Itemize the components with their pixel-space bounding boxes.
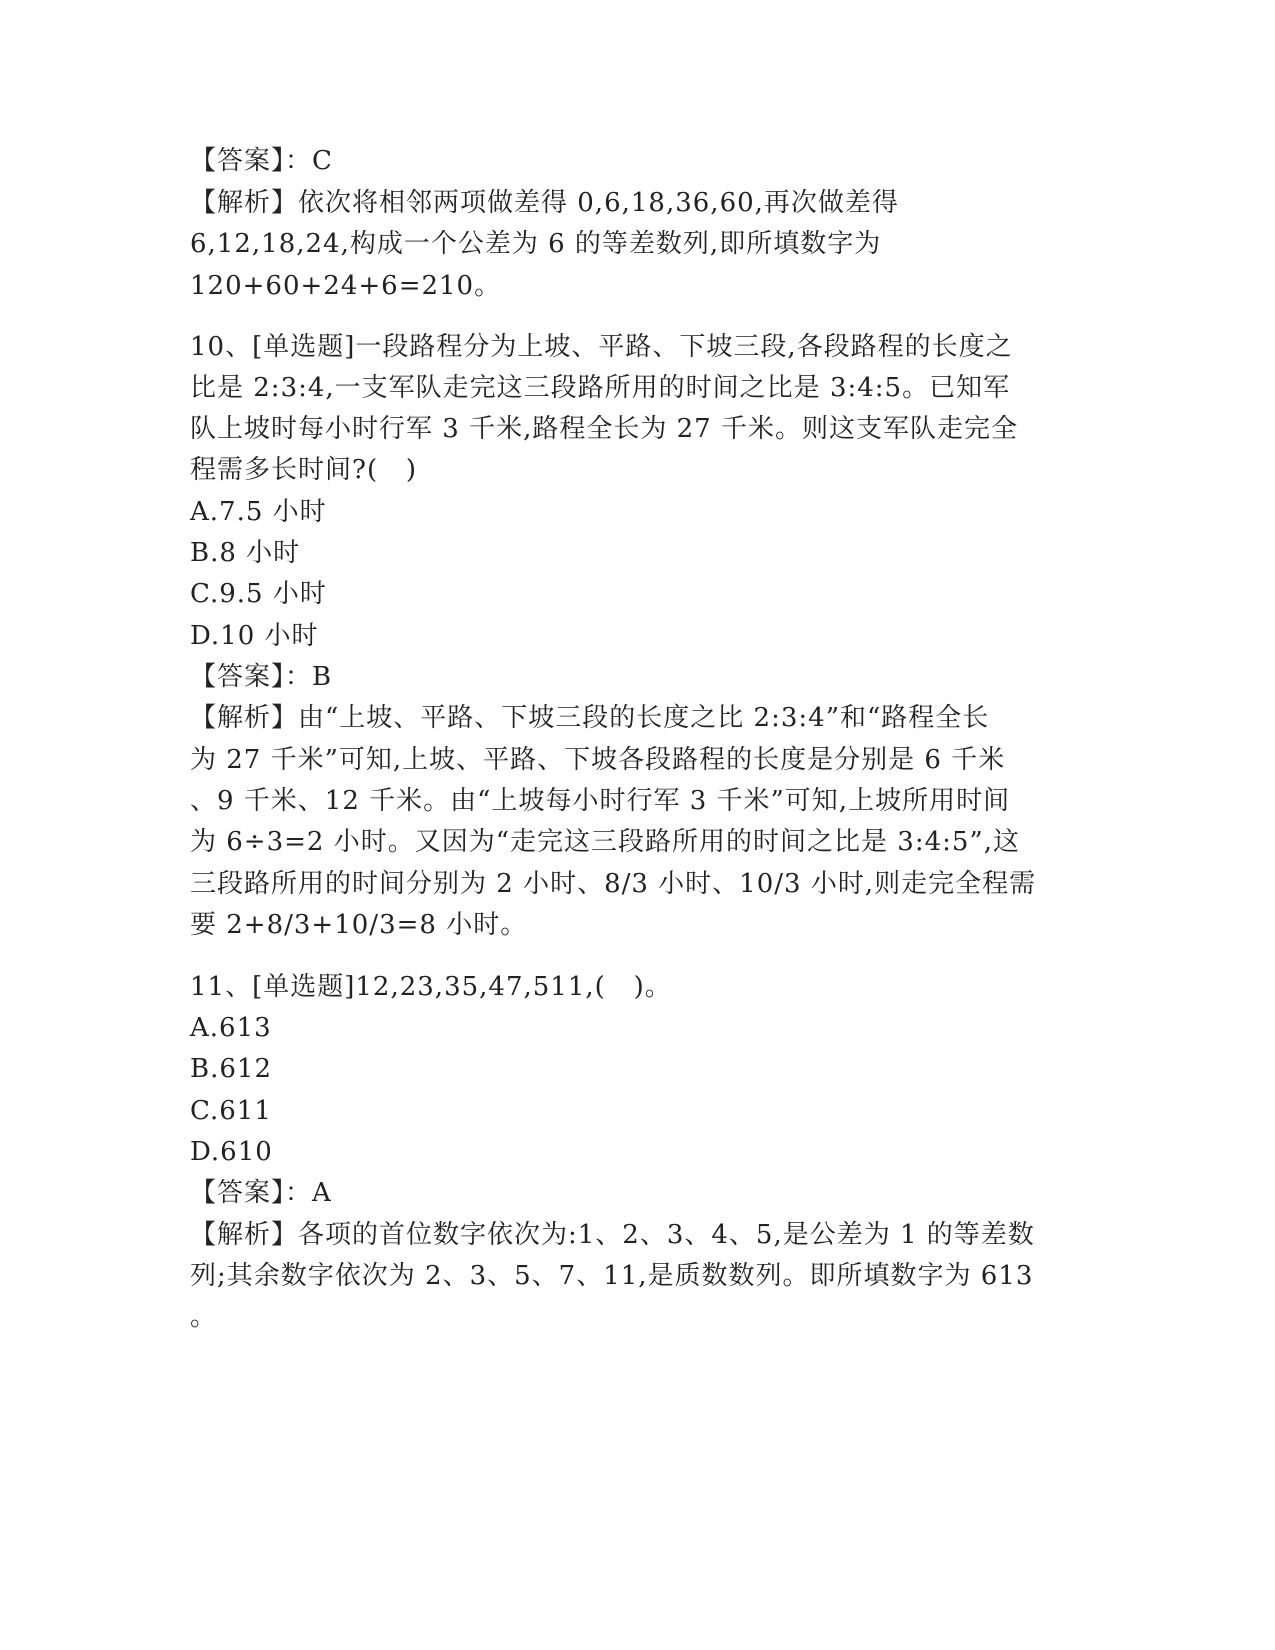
q11-analysis-line: 。 bbox=[190, 1302, 218, 1332]
q10-answer: 【答案】：B bbox=[190, 662, 333, 692]
q11-option-b: B.612 bbox=[190, 1054, 272, 1084]
q10-analysis-line: 为 27 千米”可知,上坡、平路、下坡各段路程的长度是分别是 6 千米 bbox=[190, 745, 1006, 775]
q10-stem-line: 程需多长时间?( ) bbox=[190, 455, 418, 485]
q10-analysis-line: 、9 千米、12 千米。由“上坡每小时行军 3 千米”可知,上坡所用时间 bbox=[190, 786, 1011, 816]
q11-analysis-line: 【解析】各项的首位数字依次为:1、2、3、4、5,是公差为 1 的等差数 bbox=[190, 1220, 1035, 1250]
q11-option-d: D.610 bbox=[190, 1137, 273, 1167]
q11-option-c: C.611 bbox=[190, 1096, 272, 1126]
q11-option-a: A.613 bbox=[190, 1013, 272, 1043]
q10-stem-line: 比是 2:3:4,一支军队走完这三段路所用的时间之比是 3:4:5。已知军 bbox=[190, 373, 1011, 403]
q11-answer: 【答案】：A bbox=[190, 1178, 332, 1208]
q10-analysis-line: 【解析】由“上坡、平路、下坡三段的长度之比 2:3:4”和“路程全长 bbox=[190, 703, 990, 733]
q10-stem-line: 队上坡时每小时行军 3 千米,路程全长为 27 千米。则这支军队走完全 bbox=[190, 414, 1018, 444]
prev-analysis-line: 120+60+24+6=210。 bbox=[190, 271, 502, 301]
q10-option-b: B.8 小时 bbox=[190, 538, 301, 568]
q10-option-d: D.10 小时 bbox=[190, 621, 319, 651]
q10-analysis-line: 为 6÷3=2 小时。又因为“走完这三段路所用的时间之比是 3:4:5”,这 bbox=[190, 827, 1020, 857]
q11-stem-line: 11、[单选题]12,23,35,47,511,( )。 bbox=[190, 972, 672, 1002]
prev-answer: 【答案】：C bbox=[190, 146, 333, 176]
prev-analysis-line: 6,12,18,24,构成一个公差为 6 的等差数列,即所填数字为 bbox=[190, 229, 882, 259]
q11-analysis-line: 列;其余数字依次为 2、3、5、7、11,是质数数列。即所填数字为 613 bbox=[190, 1261, 1034, 1291]
prev-analysis-line: 【解析】依次将相邻两项做差得 0,6,18,36,60,再次做差得 bbox=[190, 188, 899, 218]
q10-option-a: A.7.5 小时 bbox=[190, 497, 327, 527]
q10-analysis-line: 要 2+8/3+10/3=8 小时。 bbox=[190, 910, 528, 940]
q10-stem-line: 10、[单选题]一段路程分为上坡、平路、下坡三段,各段路程的长度之 bbox=[190, 332, 1013, 362]
q10-option-c: C.9.5 小时 bbox=[190, 579, 327, 609]
q10-analysis-line: 三段路所用的时间分别为 2 小时、8/3 小时、10/3 小时,则走完全程需 bbox=[190, 869, 1037, 899]
